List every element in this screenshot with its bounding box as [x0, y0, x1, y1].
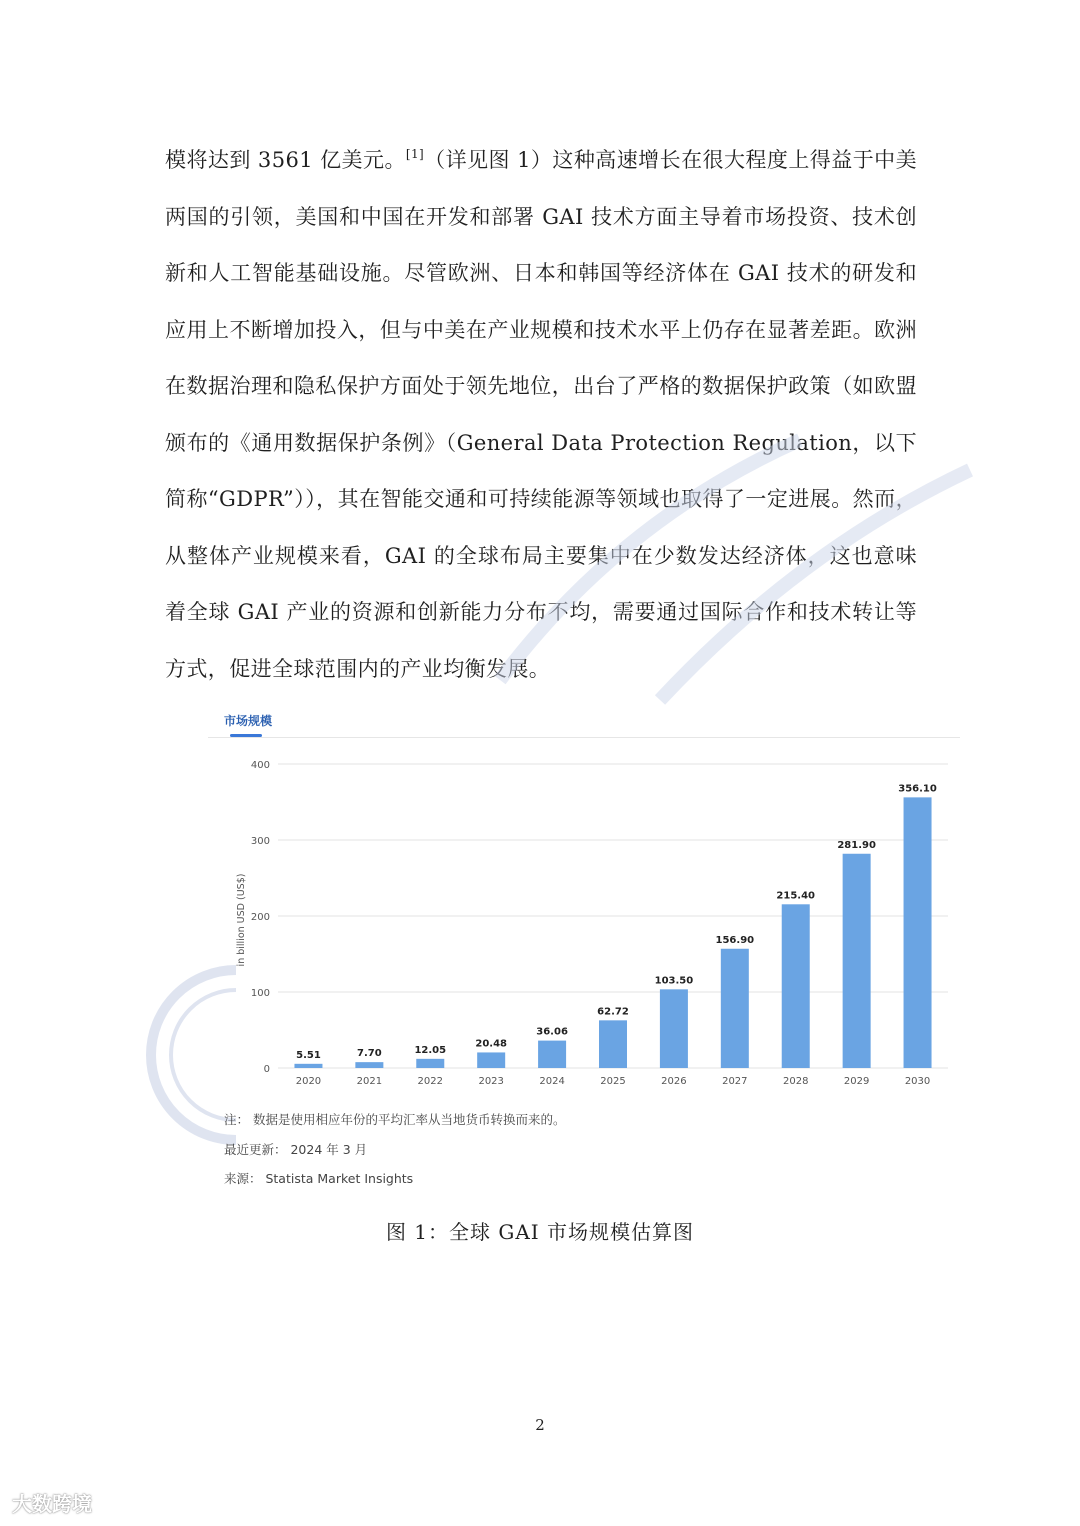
y-axis-label: in billion USD (US$) — [236, 873, 247, 967]
logo-text: 大数跨境 — [12, 1492, 92, 1516]
bar — [660, 989, 688, 1068]
chart-updated: 最近更新： 2024 年 3 月 — [224, 1142, 368, 1157]
chart-note: 注： 数据是使用相应年份的平均汇率从当地货币转换而来的。 — [224, 1112, 566, 1127]
x-tick-label: 2025 — [600, 1076, 626, 1087]
body-text-after-ref: （详见图 1）这种高速增长在很大程度上得益于中美两国的引领，美国和中国在开发和部署 GAI 技术方面主导着市场投资、技术创新和人工智能基础设施。尽管欧洲、日本和韩国等经济体在 GAI 技术的研发和应用上不断增加投入，但与中美在产业规模和技术水平上仍存在显著差距。欧洲在数据治理和隐私保护方面处于领先地位，出台了严格的数据保护政策（如欧盟颁布的《通用数据保护条例》（General Data Protection Regulation，以下简称“GDPR”）），其在智能交通和可持续能源等领域也取得了一定进展。然而，从整体产业规模来看，GAI 的全球布局主要集中在少数发达经济体，这也意味着全球 GAI 产业的资源和创新能力分布不均，需要通过国际合作和技术转让等方式，促进全球范围内的产业均衡发展。 — [165, 148, 917, 681]
bar-value-label: 12.05 — [414, 1044, 447, 1056]
bar-value-label: 36.06 — [536, 1026, 568, 1038]
bar — [355, 1062, 383, 1068]
bar — [294, 1064, 322, 1068]
x-tick-label: 2024 — [539, 1076, 565, 1087]
x-tick-label: 2020 — [295, 1076, 322, 1087]
bar-value-label: 356.10 — [898, 783, 937, 795]
bar-value-label: 215.40 — [776, 890, 816, 902]
x-tick-label: 2030 — [904, 1076, 931, 1087]
bar-value-label: 281.90 — [837, 839, 876, 851]
bar — [416, 1059, 444, 1068]
x-tick-label: 2023 — [478, 1076, 504, 1087]
bar-value-label: 103.50 — [654, 975, 694, 987]
watermark-stamp — [470, 400, 990, 710]
bar — [843, 854, 871, 1068]
bar-chart — [208, 706, 960, 1101]
body-text-before-ref: 模将达到 3561 亿美元。 — [165, 148, 406, 172]
bar-value-label: 20.48 — [475, 1038, 508, 1050]
bar-value-label: 7.70 — [357, 1048, 382, 1060]
y-tick-label: 400 — [250, 760, 270, 771]
page-number: 2 — [535, 1416, 545, 1434]
bar-value-label: 156.90 — [715, 934, 755, 946]
bar — [721, 949, 749, 1068]
figure-caption: 图 1：全球 GAI 市场规模估算图 — [385, 1220, 695, 1244]
bar — [782, 904, 810, 1068]
bar — [904, 797, 932, 1068]
chart-panel — [208, 706, 960, 1196]
reference-mark: [1] — [405, 147, 425, 161]
y-tick-label: 0 — [263, 1064, 270, 1075]
x-tick-label: 2028 — [783, 1076, 809, 1087]
x-tick-label: 2026 — [661, 1076, 687, 1087]
watermark-logo — [12, 1488, 92, 1517]
x-tick-label: 2029 — [843, 1076, 870, 1087]
tab-market-size[interactable]: 市场规模 — [224, 714, 273, 728]
x-tick-label: 2027 — [722, 1076, 748, 1087]
x-tick-label: 2021 — [356, 1076, 383, 1087]
bar-value-label: 5.51 — [296, 1049, 321, 1061]
y-tick-label: 100 — [250, 988, 270, 999]
bar — [477, 1052, 505, 1068]
y-tick-label: 300 — [250, 836, 270, 847]
bar — [538, 1041, 566, 1068]
y-tick-label: 200 — [250, 912, 270, 923]
bar — [599, 1020, 627, 1068]
x-tick-label: 2022 — [417, 1076, 443, 1087]
chart-source: 来源： Statista Market Insights — [224, 1171, 414, 1186]
bar-value-label: 62.72 — [597, 1006, 629, 1018]
